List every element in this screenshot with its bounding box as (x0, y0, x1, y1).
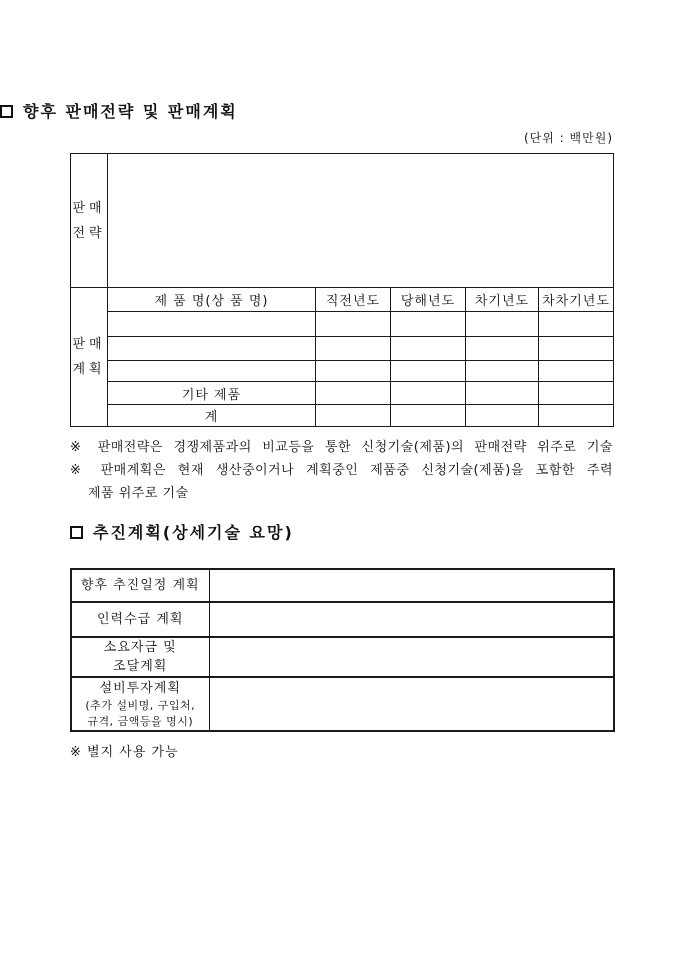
table-row (71, 337, 614, 361)
total-label: 계 (108, 405, 316, 427)
col-header-product-name: 제 품 명(상 품 명) (108, 288, 316, 312)
label-line: 향후 추진일정 계획 (80, 578, 200, 593)
table-row (71, 312, 614, 337)
value-cell (466, 312, 539, 337)
label-line: 소요자금 및 (103, 640, 177, 655)
schedule-plan-label (71, 569, 209, 602)
checkbox-square-icon (70, 526, 83, 539)
manpower-plan-input-cell (209, 602, 614, 637)
value-cell (316, 312, 391, 337)
section-title-promotion-text: 추진계획(상세기술 요망) (93, 523, 294, 542)
label-line: 전략 (72, 225, 106, 241)
unit-note: (단위 : 백만원) (524, 131, 613, 145)
col-header-year-after-next: 차차기년도 (539, 288, 614, 312)
value-cell (539, 361, 614, 382)
manpower-plan-row (71, 602, 614, 637)
label-line: 설비투자계획 (99, 680, 181, 696)
value-cell (466, 361, 539, 382)
facility-investment-label (71, 677, 209, 731)
checkbox-square-icon (0, 105, 13, 118)
value-cell (316, 382, 391, 405)
value-cell (316, 405, 391, 427)
promotion-plan-table (70, 568, 615, 732)
section-title-promotion (70, 520, 294, 543)
value-cell (466, 382, 539, 405)
sales-notes (70, 436, 613, 505)
value-cell (539, 312, 614, 337)
label-subline: 규격, 금액등을 명시) (87, 714, 194, 728)
col-header-current-year: 당해년도 (391, 288, 466, 312)
total-row (71, 405, 614, 427)
manpower-plan-label (71, 602, 209, 637)
value-cell (391, 337, 466, 361)
note-line-continuation: 제품 위주로 기술 (88, 486, 189, 501)
value-cell (466, 337, 539, 361)
value-cell (539, 405, 614, 427)
funding-plan-input-cell (209, 637, 614, 677)
value-cell (539, 337, 614, 361)
other-products-row (71, 382, 614, 405)
product-name-cell (108, 361, 316, 382)
product-name-cell (108, 337, 316, 361)
value-cell (539, 382, 614, 405)
sales-strategy-plan-table (70, 153, 614, 427)
value-cell (316, 361, 391, 382)
value-cell (316, 337, 391, 361)
product-name-cell (108, 312, 316, 337)
funding-plan-label (71, 637, 209, 677)
label-line: 판매 (72, 337, 106, 352)
label-line: 판매 (72, 200, 106, 216)
label-line: 인력수급 계획 (97, 612, 184, 627)
col-header-next-year: 차기년도 (466, 288, 539, 312)
other-products-label: 기타 제품 (108, 382, 316, 405)
sales-strategy-row (71, 154, 614, 288)
col-header-previous-year: 직전년도 (316, 288, 391, 312)
schedule-plan-row (71, 569, 614, 602)
section-title-sales-text: 향후 판매전략 및 판매계획 (23, 102, 238, 121)
value-cell (391, 382, 466, 405)
note-line: ※ 판매전략은 경쟁제품과의 비교등을 통한 신청기술(제품)의 판매전략 위주로 기술 (70, 440, 613, 455)
value-cell (466, 405, 539, 427)
section-title-sales (0, 99, 238, 122)
sales-strategy-row-label (71, 154, 108, 288)
sales-plan-row-label (71, 288, 108, 427)
value-cell (391, 312, 466, 337)
note-line: ※ 판매계획은 현재 생산중이거나 계획중인 제품중 신청기술(제품)을 포함한 주력 (70, 463, 613, 478)
schedule-plan-input-cell (209, 569, 614, 602)
label-line: 조달계획 (113, 659, 168, 674)
label-subline: (추가 설비명, 구입처, (85, 698, 196, 712)
appendix-note: ※ 별지 사용 가능 (70, 745, 179, 760)
value-cell (391, 405, 466, 427)
funding-plan-row (71, 637, 614, 677)
table-row (71, 361, 614, 382)
facility-investment-row (71, 677, 614, 731)
value-cell (391, 361, 466, 382)
sales-plan-header-row (71, 288, 614, 312)
facility-investment-input-cell (209, 677, 614, 731)
label-line: 계획 (72, 362, 106, 377)
sales-strategy-input-cell (108, 154, 614, 288)
